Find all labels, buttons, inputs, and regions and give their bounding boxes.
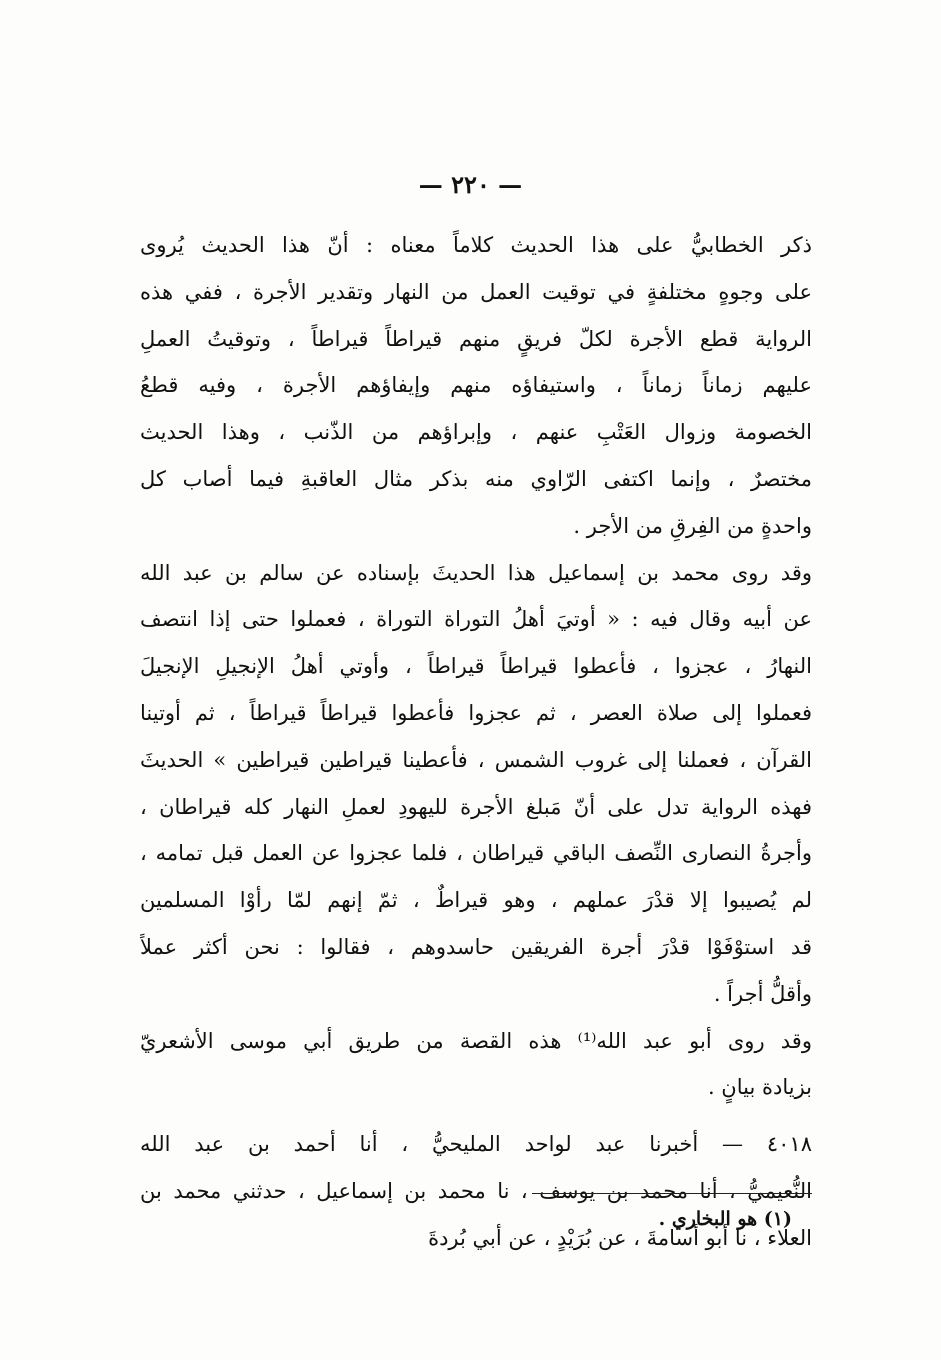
text-line: ٤٠١٨ — أخبرنا عبد لواحد المليحيُّ ، أنا أحمد بن عبد الله [140,1132,812,1157]
text-line: ذكر الخطابيُّ على هذا الحديث كلاماً معناه : أنّ هذا الحديث يُروى [140,233,812,257]
page-number: — ٢٢٠ — [418,170,523,199]
text-line: النُّعيميُّ ، أنا محمد بن يوسف ، نا محمد بن إسماعيل ، حدثني محمد بن [140,1178,812,1203]
footnote: (١) هو البخاري . [658,1208,792,1230]
text-line: النهارُ ، عجزوا ، فأعطوا قيراطاً قيراطاً ، وأوتي أهلُ الإنجيلِ الإنجيلَ [140,654,812,679]
paragraph-1 [140,222,812,550]
text-line: وقد روى محمد بن إسماعيل هذا الحديثَ بإسناده عن سالم بن عبد الله [140,560,812,585]
text-line: الرواية قطع الأجرة لكلّ فريقٍ منهم قيراطاً قيراطاً ، وتوقيتُ العملِ [140,326,812,351]
text-line: الخصومة وزوال العَتْبِ عنهم ، وإبراؤهم من الذّنب ، وهذا الحديث [140,420,812,445]
text-line: فهذه الرواية تدل على أنّ مَبلغ الأجرة لليهودِ لعملِ النهار كله قيراطان ، [140,794,812,819]
paragraph-2 [140,550,812,1018]
text-line: القرآن ، فعملنا إلى غروب الشمس ، فأعطينا قيراطين قيراطين » الحديثَ [140,747,812,772]
text-line: العلاء ، نا أبو أسامةَ ، عن بُرَيْدٍ ، عن أبي بُردةَ [428,1225,812,1250]
text-line: فعملوا إلى صلاة العصر ، ثم عجزوا فأعطوا قيراطاً قيراطاً ، ثم أوتينا [140,700,812,725]
text-line: وأجرةُ النصارى النِّصف الباقي قيراطان ، فلما عجزوا عن العمل قبل تمامه ، [140,841,812,866]
paragraph-4-hadith-4018 [140,1121,812,1261]
text-line: عليهم زماناً زماناً ، واستيفاؤه منهم وإيفاؤهم الأجرة ، وفيه قطعُ [140,373,812,398]
body-text [140,222,812,1262]
text-line: لم يُصيبوا إلا قدْرَ عملهم ، وهو قيراطٌ ، ثمّ إنهم لمّا رأوْا المسلمين [140,888,812,913]
text-line: واحدةٍ من الفِرقِ من الأجر . [573,513,812,538]
paragraph-3 [140,1018,812,1112]
text-line: عن أبيه وقال فيه : « أوتيَ أهلُ التوراة التوراة ، فعملوا حتى إذا انتصف [140,607,812,632]
text-line: على وجوهٍ مختلفةٍ في توقيت العمل من النهار وتقدير الأجرة ، ففي هذه [140,279,812,304]
text-line: بزيادة بيانٍ . [707,1075,812,1100]
footnote-divider [532,1193,812,1194]
text-line: وقد روى أبو عبد الله⁽¹⁾ هذه القصة من طريق أبي موسى الأشعريّ [140,1028,812,1053]
section-gap [140,1111,812,1121]
text-line: مختصرٌ ، وإنما اكتفى الرّاوي منه بذكر مثال العاقبةِ فيما أصاب كل [140,466,812,491]
text-line: وأقلُّ أجراً . [713,981,812,1006]
text-line: قد استوْفَوْا قدْرَ أجرة الفريقين حاسدوهم ، فقالوا : نحن أكثر عملاً [140,934,812,959]
